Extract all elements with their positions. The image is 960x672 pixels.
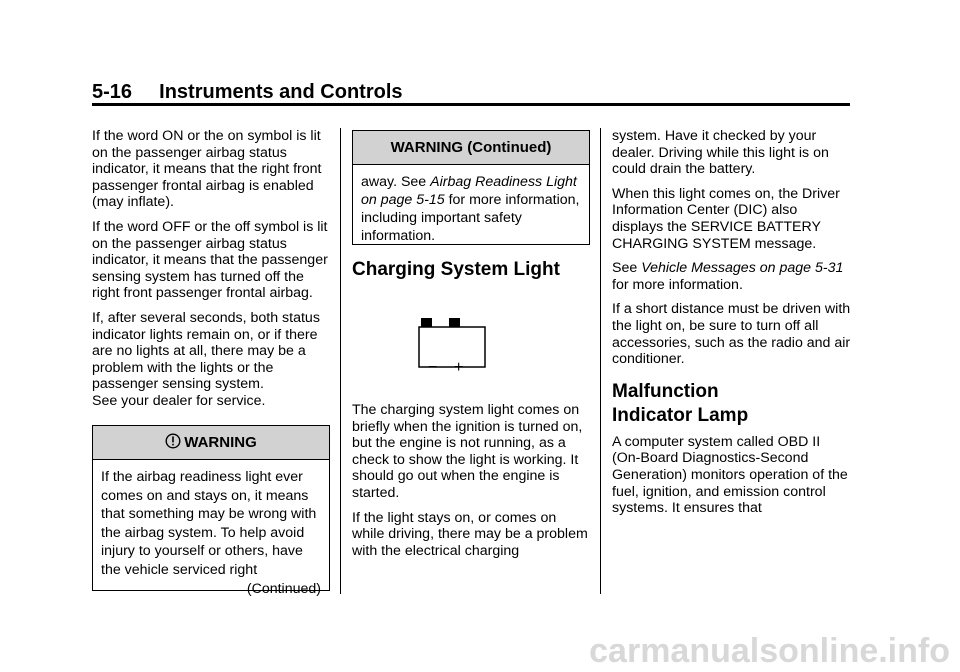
battery-minus-sign: − — [428, 359, 438, 376]
paragraph: See Vehicle Messages on page 5-31 for more information. — [612, 260, 844, 293]
warning-title — [93, 426, 329, 460]
battery-plus-sign: + — [454, 359, 464, 376]
column-divider — [600, 128, 601, 594]
paragraph: If the word OFF or the off symbol is lit on the passenger airbag status indicator, it means that the passenger sensing system has turned off the right front passenger frontal airbag. — [92, 218, 328, 302]
warning-icon — [165, 433, 181, 449]
paragraph: system. Have it checked by your dealer. Driving while this light is on could drain the battery. — [612, 128, 829, 178]
paragraph: If the word ON or the on symbol is lit on the passenger airbag status indicator, it means that the right front passenger frontal airbag is enabled (may inflate). — [92, 128, 322, 211]
cross-reference: Vehicle Messages on page 5-31 — [641, 260, 844, 277]
paragraph: See your dealer for service. — [92, 392, 266, 409]
page-header — [92, 80, 850, 104]
paragraph: If, after several seconds, both status indicator lights remain on, or if there are no lights at all, there may be a problem with the lights or the passenger sensing system. — [92, 309, 320, 393]
warning-continued-box — [352, 130, 590, 245]
section-heading: Malfunction Indicator Lamp — [612, 380, 749, 426]
paragraph: The charging system light comes on briefly when the ignition is turned on, but the engine is not running, as a check to show the light is working. It should go out when the engine is started. — [352, 402, 583, 501]
warning-continued-body: away. See Airbag Readiness Light on page 5-15 for more information, including important safety information. — [361, 174, 580, 244]
watermark: carmanualsonline.info — [589, 632, 950, 670]
paragraph: A computer system called OBD II (On-Board Diagnostics-Second Generation) monitors operation of the fuel, ignition, and emission control systems. It ensures that — [612, 433, 848, 517]
warning-title-text: WARNING — [184, 434, 257, 451]
continued-label: (Continued) — [246, 580, 321, 597]
column-1 — [92, 128, 332, 418]
header-rule — [92, 103, 850, 106]
column-3 — [612, 128, 852, 525]
warning-continued-title: WARNING (Continued) — [353, 131, 589, 165]
warning-box — [92, 425, 330, 597]
paragraph: If a short distance must be driven with the light on, be sure to turn off all accessories, such as the radio and air conditioner. — [612, 301, 851, 368]
warning-body: If the airbag readiness light ever comes on and stays on, it means that something may be wrong with the airbag system. To help avoid injury to yourself or others, have the vehicle serviced right — [101, 469, 317, 578]
column-2 — [352, 258, 592, 567]
paragraph: When this light comes on, the Driver Information Center (DIC) also displays the SERVICE BATTERY CHARGING SYSTEM message. — [612, 185, 840, 252]
section-title: Instruments and Controls — [159, 81, 403, 103]
battery-icon-area — [352, 282, 592, 382]
section-heading: Charging System Light — [352, 259, 560, 280]
column-divider — [340, 128, 341, 594]
page-number: 5-16 — [92, 81, 133, 103]
paragraph: If the light stays on, or comes on while driving, there may be a problem with the electrical charging — [352, 509, 588, 559]
cross-reference: Airbag Readiness Light on page 5-15 — [361, 174, 577, 208]
